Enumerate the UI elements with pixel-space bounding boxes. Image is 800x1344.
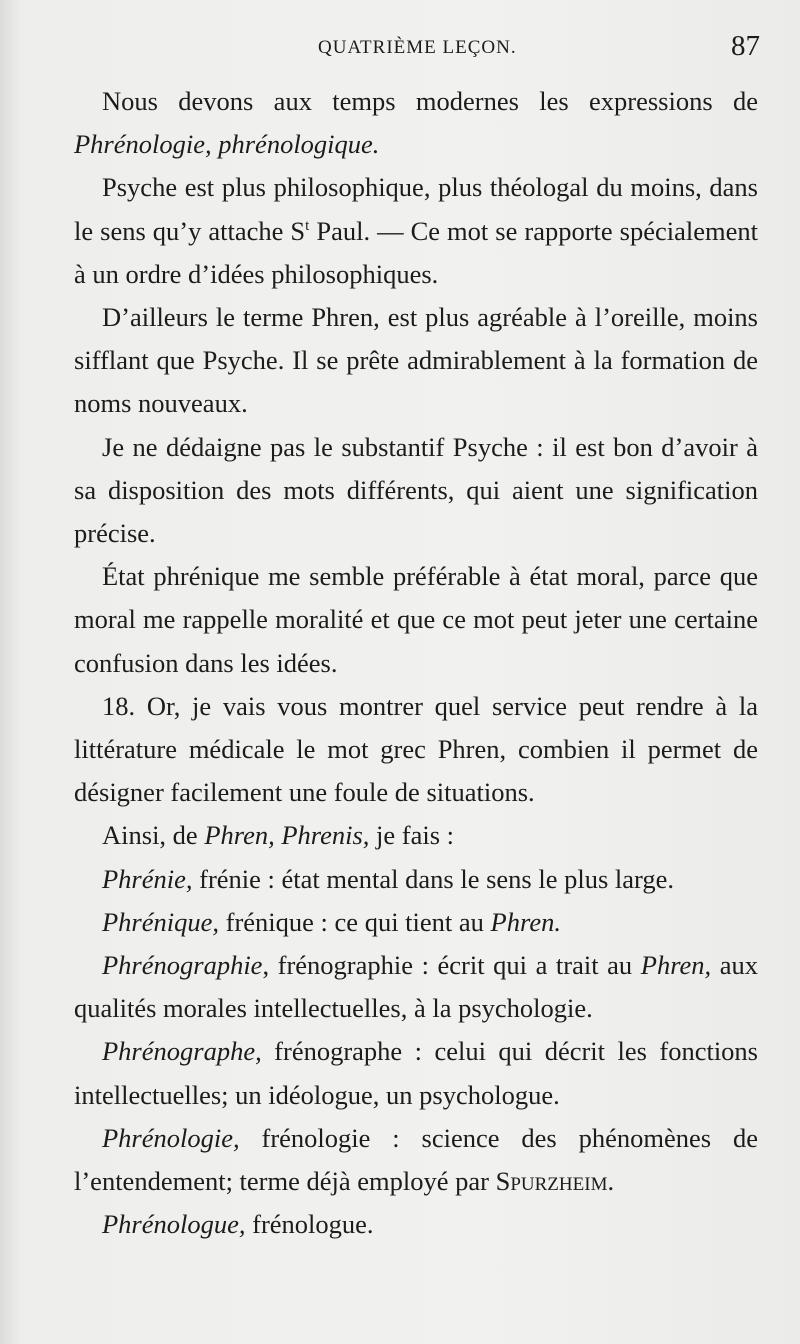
definition-entry <box>74 1117 758 1203</box>
definition-entry <box>74 901 758 944</box>
paragraph-text: Psyche est plus philosophique, plus théologal du moins, dans le sens qu’y attache S <box>74 172 758 246</box>
running-title: QUATRIÈME LEÇON. <box>318 37 517 58</box>
entry-definition: frénographe : celui qui décrit les fonctions intellectuelles; un idéologue, un psychologue. <box>74 1036 758 1110</box>
definition-entry <box>74 858 758 901</box>
entry-term: Phrénie, <box>102 863 193 894</box>
entry-definition: frénologue. <box>245 1209 374 1240</box>
entry-definition: frénique : ce qui tient au <box>219 906 491 937</box>
entry-definition: . <box>607 1166 615 1197</box>
italic-term: Phrénologie, phrénologique. <box>74 129 380 160</box>
paragraph: D’ailleurs le terme Phren, est plus agréable à l’oreille, moins sifflant que Psyche. Il se prête admirablement à la formation de noms nouveaux. <box>74 302 758 419</box>
paragraph-text: Ainsi, de <box>102 820 205 851</box>
page-number: 87 <box>731 30 760 62</box>
entry-definition: , frénographie : écrit qui a trait au <box>262 950 641 981</box>
definition-entry <box>74 944 758 1030</box>
page-header <box>60 28 760 68</box>
author-name: Spurzheim <box>495 1166 608 1197</box>
definition-entry <box>74 1030 758 1116</box>
paragraph: Je ne dédaigne pas le substantif Psyche : il est bon d’avoir à sa disposition des mots différents, qui aient une signification précise. <box>74 431 758 549</box>
entry-term: Phrénographie <box>102 950 263 981</box>
entry-term: Phrénologue, <box>102 1209 246 1240</box>
paragraph-text: Nous devons aux temps modernes les expressions de <box>102 86 758 116</box>
entry-term: Phrénographe, <box>102 1036 262 1067</box>
paragraph <box>74 80 758 166</box>
italic-term: Phren, Phrenis, <box>204 820 370 851</box>
page-body <box>74 80 758 1246</box>
paragraph: État phrénique me semble préférable à état moral, parce que moral me rappelle moralité et que ce mot peut jeter une certaine confusion dans les idées. <box>74 561 758 678</box>
entry-definition: frénie : état mental dans le sens le plus large. <box>192 863 675 894</box>
paragraph-text: Paul. — Ce mot se rapporte spécialement à un ordre d’idées philosophiques. <box>74 215 758 289</box>
paragraph <box>74 166 758 296</box>
entry-definition: aux qualités morales intellectuelles, à la psychologie. <box>74 950 759 1024</box>
entry-definition: frénologie : science des phénomènes de l’entendement; terme déjà employé par <box>74 1122 758 1197</box>
superscript: t <box>305 217 310 234</box>
paragraph-text: je fais : <box>369 820 455 851</box>
numbered-paragraph: 18. Or, je vais vous montrer quel service peut rendre à la littérature médicale le mot grec Phren, combien il permet de désigner facilement une foule de situations. <box>74 690 758 808</box>
italic-term: Phren. <box>490 906 561 937</box>
italic-term: Phren, <box>640 950 712 981</box>
paragraph <box>74 814 758 857</box>
entry-term: Phrénique, <box>102 906 220 937</box>
definition-entry <box>74 1203 758 1246</box>
entry-term: Phrénologie, <box>102 1122 240 1153</box>
